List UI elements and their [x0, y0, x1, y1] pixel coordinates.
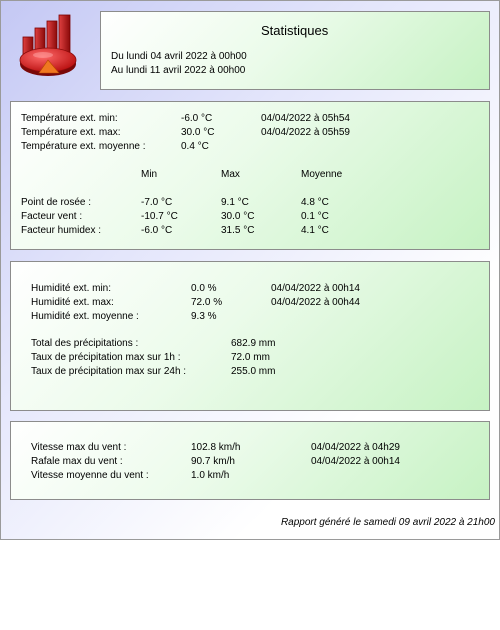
humidex-max: 31.5 °C [221, 225, 255, 236]
wind-mean-value: 1.0 km/h [191, 470, 230, 481]
column-header-min: Min [141, 169, 158, 180]
temp-mean-value: 0.4 °C [181, 141, 209, 152]
precip-rate-24h-value: 255.0 mm [231, 366, 276, 377]
humidex-mean: 4.1 °C [301, 225, 329, 236]
temp-min-date: 04/04/2022 à 05h54 [261, 113, 350, 124]
temp-min-label: Température ext. min: [21, 113, 118, 124]
temp-max-label: Température ext. max: [21, 127, 121, 138]
windchill-label: Facteur vent : [21, 211, 83, 222]
wind-max-date: 04/04/2022 à 04h29 [311, 442, 400, 453]
report-footer: Rapport généré le samedi 09 avril 2022 à 21h00 [280, 517, 495, 528]
temp-min-value: -6.0 °C [181, 113, 213, 124]
dewpoint-mean: 4.8 °C [301, 197, 329, 208]
wind-mean-label: Vitesse moyenne du vent : [31, 470, 149, 481]
precip-rate-24h-label: Taux de précipitation max sur 24h : [31, 366, 187, 377]
humidity-precipitation-panel [10, 261, 490, 411]
column-header-mean: Moyenne [301, 169, 343, 180]
gust-max-date: 04/04/2022 à 00h14 [311, 456, 400, 467]
humidity-max-date: 04/04/2022 à 00h44 [271, 297, 360, 308]
dewpoint-label: Point de rosée : [21, 197, 92, 208]
precip-total-label: Total des précipitations : [31, 338, 139, 349]
humidity-min-value: 0.0 % [191, 283, 217, 294]
windchill-min: -10.7 °C [141, 211, 178, 222]
temp-mean-label: Température ext. moyenne : [21, 141, 146, 152]
humidity-max-label: Humidité ext. max: [31, 297, 114, 308]
windchill-max: 30.0 °C [221, 211, 255, 222]
pie-chart-icon [15, 11, 81, 81]
humidity-min-date: 04/04/2022 à 00h14 [271, 283, 360, 294]
humidex-label: Facteur humidex : [21, 225, 102, 236]
gust-max-label: Rafale max du vent : [31, 456, 123, 467]
humidity-mean-label: Humidité ext. moyenne : [31, 311, 139, 322]
wind-max-value: 102.8 km/h [191, 442, 241, 453]
period-from: Du lundi 04 avril 2022 à 00h00 [111, 51, 247, 62]
precip-rate-1h-value: 72.0 mm [231, 352, 270, 363]
humidity-min-label: Humidité ext. min: [31, 283, 112, 294]
dewpoint-max: 9.1 °C [221, 197, 249, 208]
temp-max-date: 04/04/2022 à 05h59 [261, 127, 350, 138]
precip-total-value: 682.9 mm [231, 338, 276, 349]
column-header-max: Max [221, 169, 240, 180]
wind-max-label: Vitesse max du vent : [31, 442, 127, 453]
temperature-panel [10, 101, 490, 250]
humidex-min: -6.0 °C [141, 225, 173, 236]
humidity-mean-value: 9.3 % [191, 311, 217, 322]
period-to: Au lundi 11 avril 2022 à 00h00 [111, 65, 246, 76]
dewpoint-min: -7.0 °C [141, 197, 173, 208]
humidity-max-value: 72.0 % [191, 297, 223, 308]
windchill-mean: 0.1 °C [301, 211, 329, 222]
temp-max-value: 30.0 °C [181, 127, 215, 138]
wind-panel [10, 421, 490, 500]
header-panel [100, 11, 490, 90]
precip-rate-1h-label: Taux de précipitation max sur 1h : [31, 352, 181, 363]
gust-max-value: 90.7 km/h [191, 456, 235, 467]
page-title: Statistiques [261, 23, 329, 38]
